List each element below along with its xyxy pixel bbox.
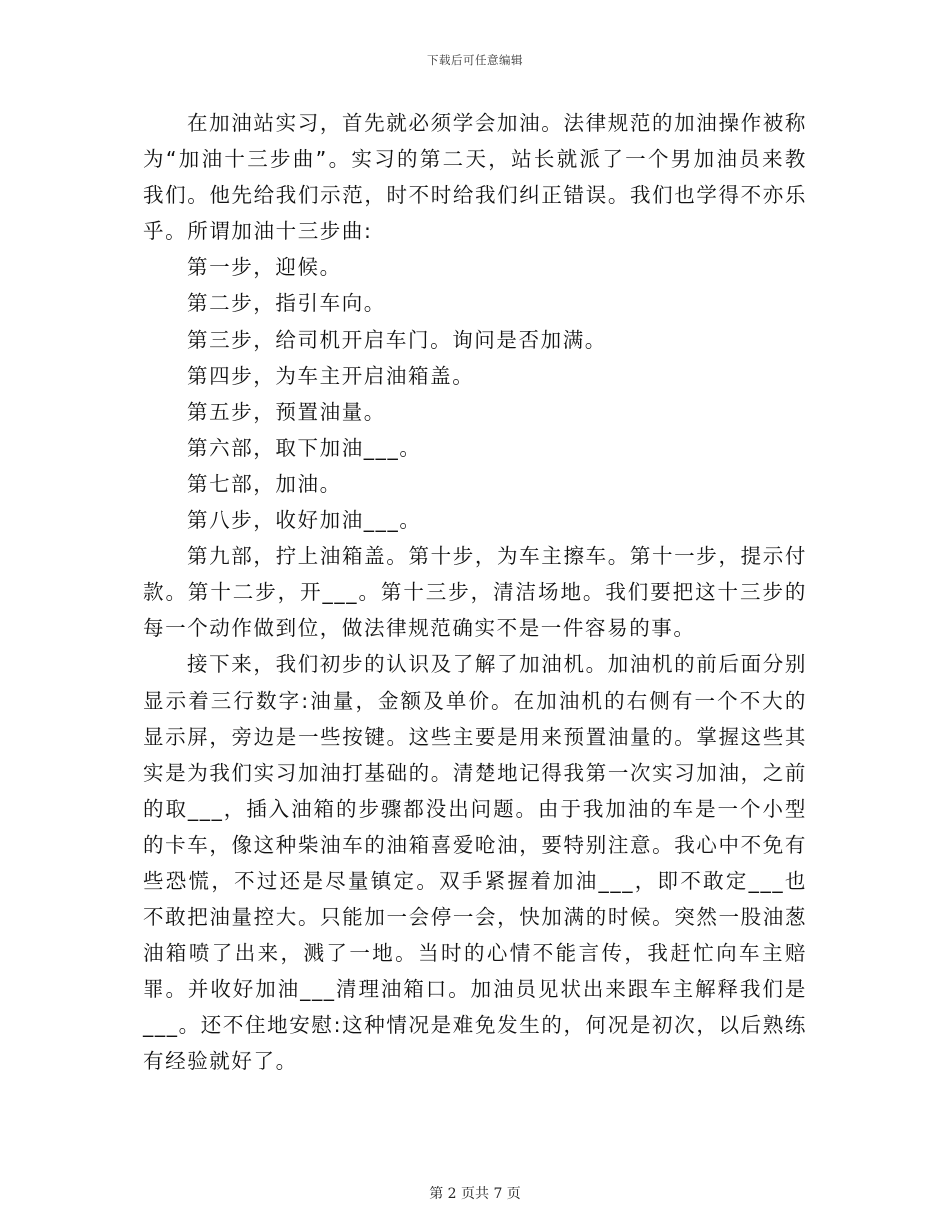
paragraph-steps-9-13: 第九部，拧上油箱盖。第十步，为车主擦车。第十一步，提示付款。第十二步，开___。第十三步，清洁场地。我们要把这十三步的每一个动作做到位，做法律规范确实不是一件容易的事。	[143, 544, 807, 641]
paragraph-step-4: 第四步，为车主开启油箱盖。	[187, 363, 475, 388]
page-header: 下载后可任意编辑	[427, 53, 523, 67]
paragraph-step-7: 第七部，加油。	[187, 471, 342, 496]
paragraph-step-8: 第八步，收好加油___。	[187, 508, 422, 533]
paragraph-intro: 在加油站实习，首先就必须学会加油。法律规范的加油操作被称为“加油十三步曲”。实习的第二天，站长就派了一个男加油员来教我们。他先给我们示范，时不时给我们纠正错误。我们也学得不亦乐乎。所谓加油十三步曲:	[143, 111, 807, 244]
paragraph-step-3: 第三步，给司机开启车门。询问是否加满。	[187, 327, 607, 352]
paragraph-step-1: 第一步，迎候。	[187, 255, 342, 280]
paragraph-step-6: 第六部，取下加油___。	[187, 435, 422, 460]
paragraph-step-5: 第五步，预置油量。	[187, 399, 386, 424]
document-body	[143, 105, 807, 1080]
paragraph-step-2: 第二步，指引车向。	[187, 291, 386, 316]
paragraph-fuel-dispenser: 接下来，我们初步的认识及了解了加油机。加油机的前后面分别显示着三行数字:油量，金额及单价。在加油机的右侧有一个不大的显示屏，旁边是一些按键。这些主要是用来预置油量的。掌握这些其实是为我们实习加油打基础的。清楚地记得我第一次实习加油，之前的取___，插入油箱的步骤都没出问题。由于我加油的车是一个小型的卡车，像这种柴油车的油箱喜爱呛油，要特别注意。我心中不免有些恐慌，不过还是尽量镇定。双手紧握着加油___，即不敢定___也不敢把油量控大。只能加一会停一会，快加满的时候。突然一股油葱油箱喷了出来，溅了一地。当时的心情不能言传，我赶忙向车主赔罪。并收好加油___清理油箱口。加油员见状出来跟车主解释我们是___。还不住地安慰:这种情况是难免发生的，何况是初次，以后熟练有经验就好了。	[143, 652, 807, 1074]
page-number: 第 2 页共 7 页	[429, 1186, 521, 1202]
